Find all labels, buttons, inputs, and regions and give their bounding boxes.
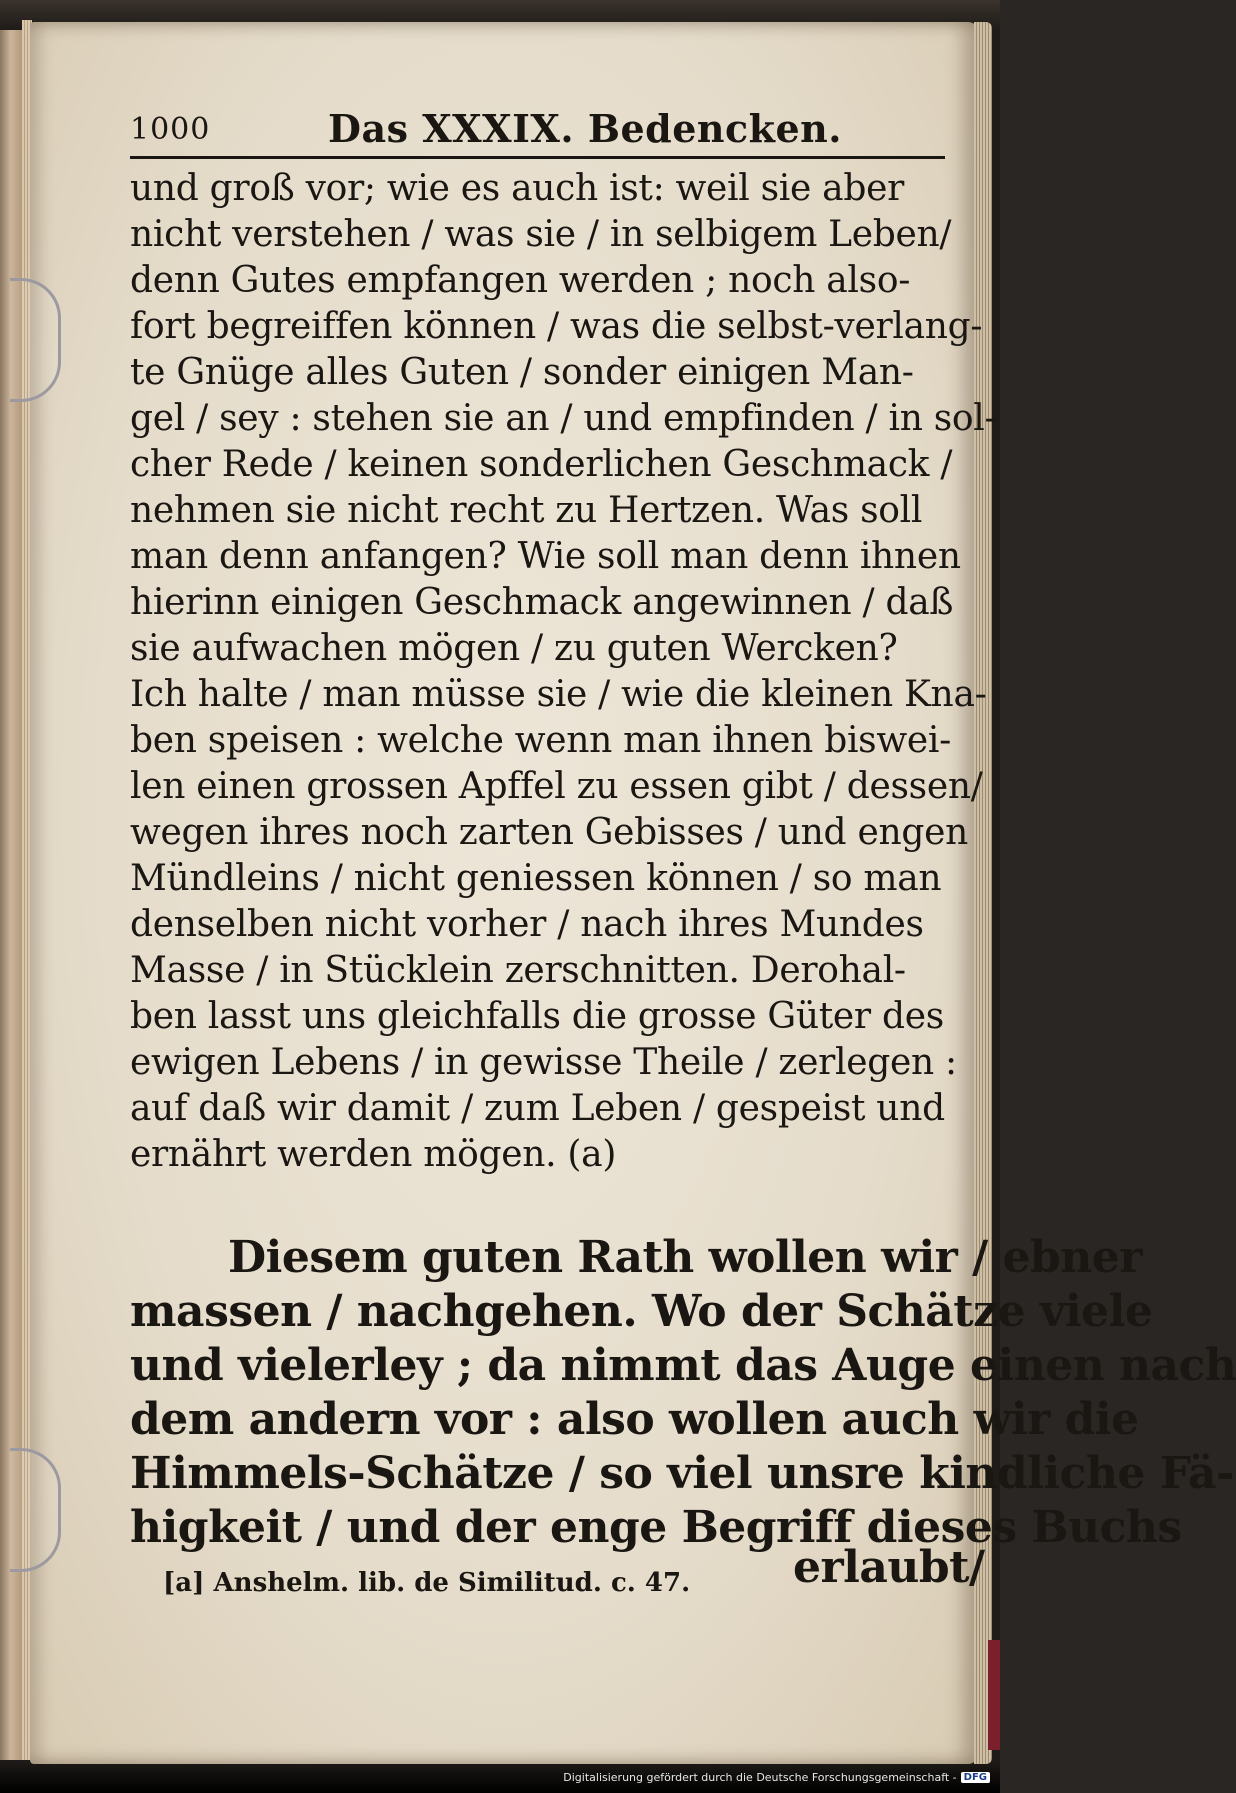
credit-text: Digitalisierung gefördert durch die Deutsche Forschungsgemeinschaft -	[563, 1771, 957, 1784]
text-line: dem andern vor : also wollen auch wir die	[130, 1394, 1139, 1445]
text-line: nehmen sie nicht recht zu Hertzen. Was soll	[130, 490, 923, 531]
text-line: Ich halte / man müsse sie / wie die kleinen Kna-	[130, 674, 987, 715]
digitization-credit	[563, 1771, 990, 1784]
bookmark-ribbon	[988, 1640, 1000, 1750]
footnote: [a] Anshelm. lib. de Similitud. c. 47.	[163, 1568, 691, 1598]
text-line: Masse / in Stücklein zerschnitten. Derohal-	[130, 950, 906, 991]
text-line: sie aufwachen mögen / zu guten Wercken?	[130, 628, 898, 669]
text-line: wegen ihres noch zarten Gebisses / und engen	[130, 812, 968, 853]
text-line: massen / nachgehen. Wo der Schätze viele	[130, 1286, 1153, 1337]
catchword: erlaubt/	[793, 1542, 985, 1593]
text-line: Mündleins / nicht geniessen können / so man	[130, 858, 942, 899]
page-number: 1000	[130, 112, 211, 147]
text-line: ewigen Lebens / in gewisse Theile / zerlegen :	[130, 1042, 957, 1083]
page-clamp-bottom	[10, 1448, 61, 1572]
text-line: ben lasst uns gleichfalls die grosse Güter des	[130, 996, 944, 1037]
text-line: ben speisen : welche wenn man ihnen biswei-	[130, 720, 951, 761]
text-line: auf daß wir damit / zum Leben / gespeist und	[130, 1088, 945, 1129]
text-line: ernährt werden mögen. (a)	[130, 1134, 617, 1175]
text-line: und groß vor; wie es auch ist: weil sie aber	[130, 168, 904, 209]
text-line: nicht verstehen / was sie / in selbigem Leben/	[130, 214, 952, 255]
text-line: gel / sey : stehen sie an / und empfinden / in sol-	[130, 398, 997, 439]
text-line: denselben nicht vorher / nach ihres Mundes	[130, 904, 924, 945]
text-line: und vielerley ; da nimmt das Auge einen nach	[130, 1340, 1236, 1391]
running-head: Das XXXIX. Bedencken.	[328, 106, 843, 151]
text-line: man denn anfangen? Wie soll man denn ihnen	[130, 536, 961, 577]
text-line: fort begreiffen können / was die selbst-verlang-	[130, 306, 983, 347]
text-line: higkeit / und der enge Begriff dieses Buchs	[130, 1502, 1182, 1553]
page-clamp-top	[10, 278, 61, 402]
text-line: len einen grossen Apffel zu essen gibt / dessen/	[130, 766, 983, 807]
text-line: Himmels-Schätze / so viel unsre kindliche Fä-	[130, 1448, 1234, 1499]
text-line: denn Gutes empfangen werden ; noch also-	[130, 260, 911, 301]
text-line: Diesem guten Rath wollen wir / ebner	[228, 1232, 1142, 1283]
text-line: cher Rede / keinen sonderlichen Geschmack /	[130, 444, 953, 485]
text-line: hierinn einigen Geschmack angewinnen / daß	[130, 582, 954, 623]
page-header	[130, 106, 945, 162]
header-rule	[130, 156, 945, 159]
dfg-logo: DFG	[961, 1772, 990, 1783]
text-line: te Gnüge alles Guten / sonder einigen Man-	[130, 352, 914, 393]
